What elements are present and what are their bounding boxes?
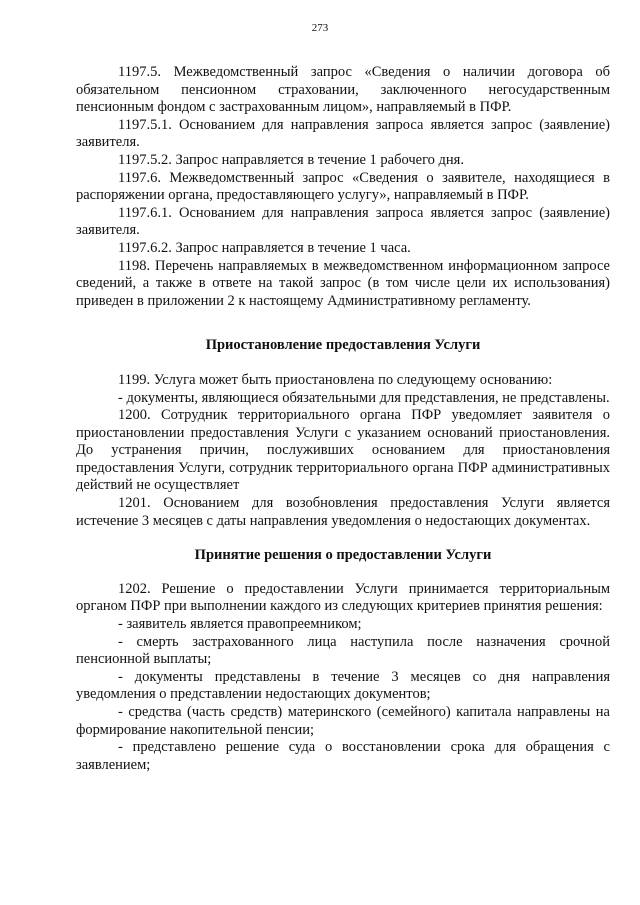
page-number: 273 bbox=[311, 22, 329, 34]
section-heading-decision: Принятие решения о предоставлении Услуги bbox=[194, 547, 492, 564]
paragraph-1197-6-1: 1197.6.1. Основанием для направления запроса является запрос (заявление) заявителя. bbox=[76, 204, 610, 239]
paragraph-1197-5-2: 1197.5.2. Запрос направляется в течение 1 рабочего дня. bbox=[118, 151, 464, 168]
list-item-documents-within-3-months: - документы представлены в течение 3 месяцев со дня направления уведомления о представлении недостающих документов; bbox=[76, 668, 610, 703]
paragraph-1197-6-2: 1197.6.2. Запрос направляется в течение 1 часа. bbox=[118, 239, 411, 256]
document-body bbox=[76, 64, 610, 774]
section-heading-suspension: Приостановление предоставления Услуги bbox=[205, 337, 481, 354]
list-item-documents-not-submitted: - документы, являющиеся обязательными для представления, не представлены. bbox=[118, 389, 610, 406]
paragraph-1198: 1198. Перечень направляемых в межведомственном информационном запросе сведений, а также в ответе на такой запрос (в том числе цели их использования) приведен в приложении 2 к настоящему Административному регламенту. bbox=[76, 257, 610, 309]
list-item-death-after-payment: - смерть застрахованного лица наступила после назначения срочной пенсионной выплаты; bbox=[76, 633, 610, 668]
paragraph-1197-5-1: 1197.5.1. Основанием для направления запроса является запрос (заявление) заявителя. bbox=[76, 116, 610, 151]
list-item-maternity-capital: - средства (часть средств) материнского (семейного) капитала направлены на формирование накопительной пенсии; bbox=[76, 704, 610, 738]
paragraph-1197-6: 1197.6. Межведомственный запрос «Сведения о заявителе, находящиеся в распоряжении органа, предоставляющего услугу», направляемый в ПФР. bbox=[76, 169, 610, 204]
paragraph-1197-5: 1197.5. Межведомственный запрос «Сведения о наличии договора об обязательном пенсионном страховании, заключенного негосударственным пенсионным фондом с застрахованным лицом», направляемый в ПФР. bbox=[76, 64, 610, 116]
list-item-successor: - заявитель является правопреемником; bbox=[118, 616, 362, 633]
paragraph-1200: 1200. Сотрудник территориального органа ПФР уведомляет заявителя о приостановлении предоставления Услуги с указанием оснований приостановления. До устранения причин, послуживших основанием для приостановления предоставления Услуги, сотрудник территориального органа ПФР административных действий не осуществляет bbox=[76, 407, 610, 494]
paragraph-1201: 1201. Основанием для возобновления предоставления Услуги является истечение 3 месяцев с даты направления уведомления о недостающих документах. bbox=[76, 495, 610, 529]
paragraph-1199: 1199. Услуга может быть приостановлена по следующему основанию: bbox=[118, 371, 553, 388]
paragraph-1202: 1202. Решение о предоставлении Услуги принимается территориальным органом ПФР при выполнении каждого из следующих критериев принятия решения: bbox=[76, 580, 610, 615]
list-item-court-decision: - представлено решение суда о восстановлении срока для обращения с заявлением; bbox=[76, 739, 610, 773]
